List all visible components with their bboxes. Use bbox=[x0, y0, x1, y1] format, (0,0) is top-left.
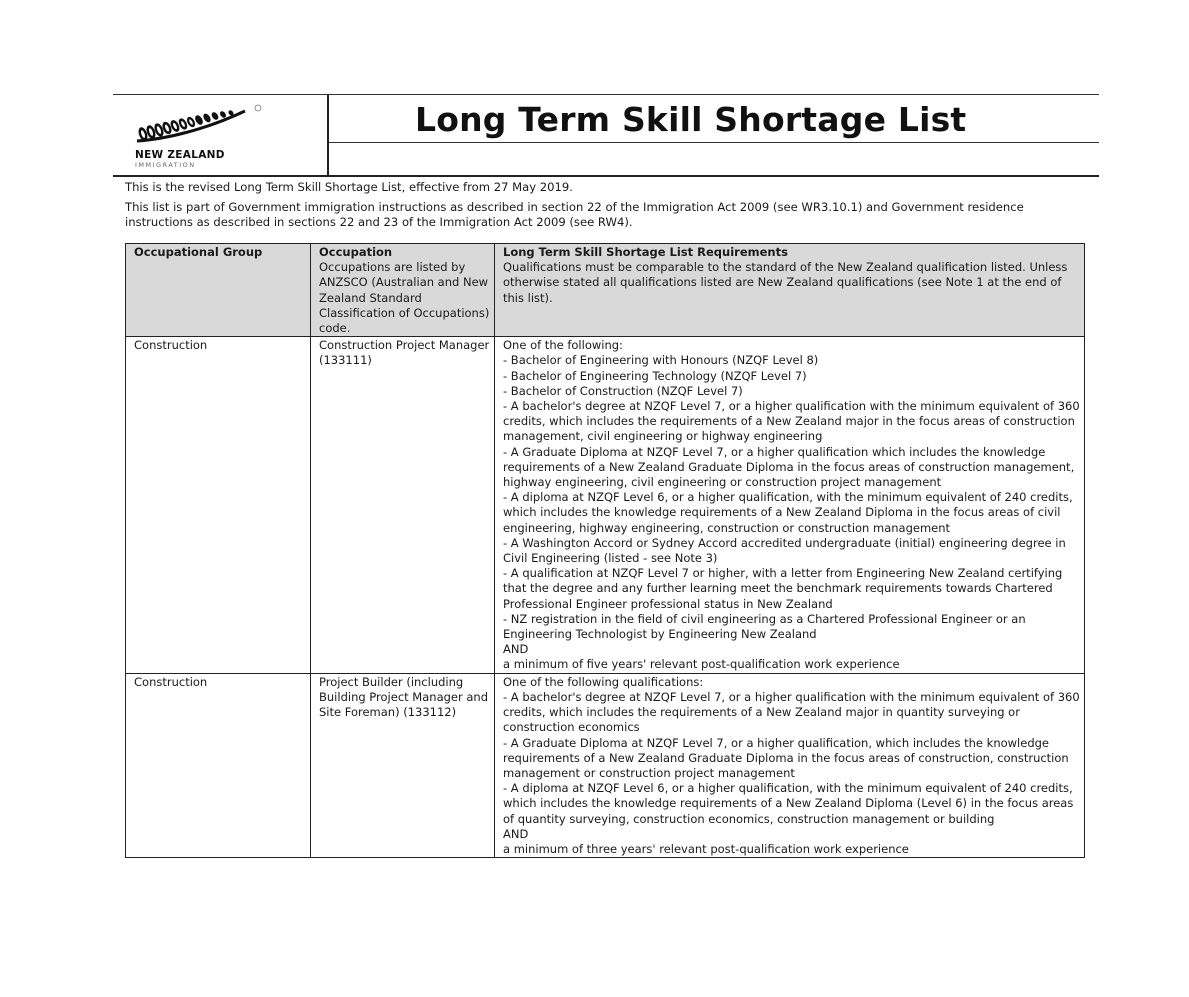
table-row bbox=[126, 673, 1085, 857]
header-group-label: Occupational Group bbox=[134, 245, 263, 259]
logo bbox=[113, 95, 329, 175]
header-requirements bbox=[495, 244, 1085, 337]
intro-effective-date: This is the revised Long Term Skill Shortage List, effective from 27 May 2019. bbox=[125, 180, 573, 194]
requirement-item: a minimum of three years' relevant post-qualification work experience bbox=[503, 841, 909, 856]
requirement-item: - A Washington Accord or Sydney Accord accredited undergraduate (initial) engineering degree in Civil Engineering (listed - see Note 3) bbox=[503, 535, 1066, 566]
requirement-item: - A Graduate Diploma at NZQF Level 7, or a higher qualification which includes the knowledge requirements of a New Zealand Graduate Diploma in the focus areas of construction management, highway engineering, civil engineering or construction project management bbox=[503, 444, 1075, 490]
skill-shortage-table bbox=[125, 243, 1085, 858]
requirement-item: - Bachelor of Engineering Technology (NZQF Level 7) bbox=[503, 368, 807, 383]
header-requirements-label: Long Term Skill Shortage List Requirements bbox=[503, 245, 788, 259]
requirement-item: - NZ registration in the field of civil engineering as a Chartered Professional Engineer or an Engineering Technologist by Engineering New Zealand bbox=[503, 611, 1026, 642]
row-occupation: Project Builder (including Building Project Manager and Site Foreman) (133112) bbox=[311, 673, 495, 857]
requirement-item: - Bachelor of Construction (NZQF Level 7) bbox=[503, 383, 743, 398]
requirement-item: - A diploma at NZQF Level 6, or a higher qualification, with the minimum equivalent of 240 credits, which includes the knowledge requirements of a New Zealand Diploma (Level 6) in the focus areas of quantity surveying, construction economics, construction management or building bbox=[503, 781, 1074, 826]
document-header bbox=[113, 94, 1099, 177]
row-group: Construction bbox=[126, 337, 311, 673]
requirement-item: - A bachelor's degree at NZQF Level 7, or a higher qualification with the minimum equivalent of 360 credits, which includes the requirements of a New Zealand major in the focus areas of construction management, civil engineering or highway engineering bbox=[503, 399, 1080, 444]
intro-description: This list is part of Government immigration instructions as described in section 22 of the Immigration Act 2009 (see WR3.10.1) and Government residence instructions as described in sections 22 and 23 of the Immigration Act 2009 (see RW4). bbox=[125, 200, 1024, 229]
row-requirements bbox=[495, 337, 1085, 673]
table-header-row bbox=[126, 244, 1085, 337]
requirement-item: - Bachelor of Engineering with Honours (NZQF Level 8) bbox=[503, 353, 819, 368]
silver-fern-icon bbox=[127, 101, 267, 149]
logo-subtitle: IMMIGRATION bbox=[135, 161, 196, 169]
logo-name: NEW ZEALAND bbox=[135, 149, 225, 161]
row-group: Construction bbox=[126, 673, 311, 857]
header-requirements-note: Qualifications must be comparable to the standard of the New Zealand qualification listed. Unless otherwise stated all qualifications listed are New Zealand qualifications (see Note 1 at the end of this list). bbox=[503, 260, 1068, 305]
requirement-item: AND bbox=[503, 826, 529, 841]
row-requirements bbox=[495, 673, 1085, 857]
requirement-item: a minimum of five years' relevant post-qualification work experience bbox=[503, 657, 900, 672]
header-occupation-label: Occupation bbox=[319, 245, 393, 259]
requirement-item: - A bachelor's degree at NZQF Level 7, or a higher qualification with the minimum equivalent of 360 credits, which includes the requirements of a New Zealand major in quantity surveying or construction economics bbox=[503, 689, 1080, 735]
header-occupation-note: Occupations are listed by ANZSCO (Australian and New Zealand Standard Classification of Occupations) code. bbox=[319, 260, 490, 336]
header-occupational-group bbox=[126, 244, 311, 337]
header-occupation bbox=[311, 244, 495, 337]
title-box bbox=[329, 95, 1099, 143]
requirement-item: - A qualification at NZQF Level 7 or higher, with a letter from Engineering New Zealand certifying that the degree and any further learning meet the benchmark requirements towards Chartered Professional Engineer professional status in New Zealand bbox=[503, 566, 1063, 611]
requirement-item: One of the following qualifications: bbox=[503, 674, 704, 689]
requirement-item: AND bbox=[503, 642, 529, 657]
requirement-item: - A Graduate Diploma at NZQF Level 7, or a higher qualification, which includes the knowledge requirements of a New Zealand Graduate Diploma in the focus areas of construction, construction management or construction project management bbox=[503, 735, 1069, 780]
requirement-item: - A diploma at NZQF Level 6, or a higher qualification, with the minimum equivalent of 240 credits, which includes the knowledge requirements of a New Zealand Diploma in the focus areas of civil engineering, highway engineering, construction or construction management bbox=[503, 490, 1073, 535]
table-row bbox=[126, 337, 1085, 673]
page-title: Long Term Skill Shortage List bbox=[415, 100, 967, 139]
requirement-item: One of the following: bbox=[503, 338, 623, 353]
row-occupation: Construction Project Manager (133111) bbox=[311, 337, 495, 673]
